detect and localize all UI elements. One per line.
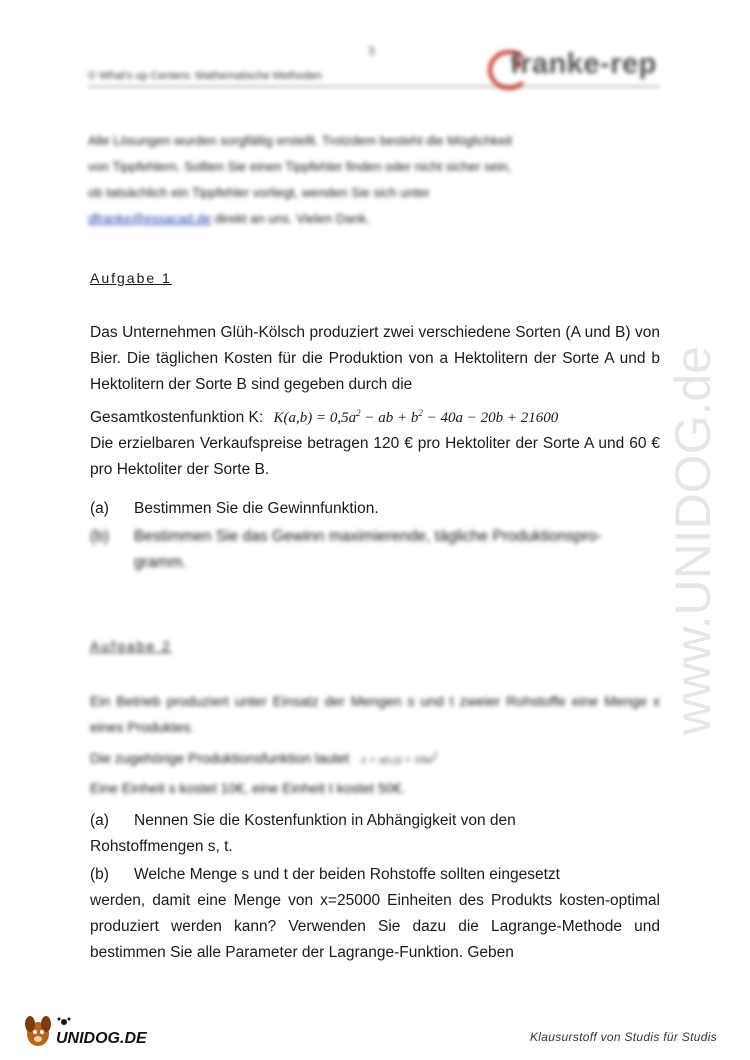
running-title: © What's up Centers: Mathematische Methoden: [88, 70, 322, 82]
task1-paragraph: [90, 320, 660, 483]
task2-heading: Aufgabe 2: [90, 638, 172, 654]
unit-cost-line: Eine Einheit s kostet 10€, eine Einheit t kostet 50€.: [90, 780, 406, 796]
item-text-continued: gramm.: [134, 554, 187, 571]
task1-intro-text: Das Unternehmen Glüh-Kölsch produziert zwei verschiedene Sorten (A und B) von Bier. Die täglichen Kosten für die Produktion von a Hektolitern der Sorte A und b Hektolitern der Sorte B sind gegeben durch die: [90, 324, 660, 393]
item-tag: (b): [90, 866, 109, 883]
svg-text:UNIDOG.DE: UNIDOG.DE: [56, 1030, 147, 1047]
dog-mascot-icon: [25, 1016, 51, 1046]
selling-price-text: Die erzielbaren Verkaufspreise betragen 120 € pro Hektoliter der Sorte A und 60 € pro Hektoliter der Sorte B.: [90, 435, 660, 478]
cost-function-formula: $K(a,b) = 0,5a^2$ − ab + $b^2 - 40a - 20b + 21600$: [273, 408, 559, 426]
cost-function-label: Gesamtkostenfunktion K:: [90, 409, 264, 426]
footer-tagline: Klausurstoff von Studis für Studis: [530, 1030, 717, 1044]
item-tag: (a): [90, 812, 109, 829]
unidog-watermark: [640, 270, 750, 740]
task1-item-a: [90, 496, 660, 522]
task2-item-b: [90, 862, 660, 966]
svg-text:www.UNIDOG.de: www.UNIDOG.de: [665, 346, 721, 735]
task1-heading: Aufgabe 1: [90, 270, 172, 286]
page-number: 3: [368, 44, 375, 58]
intro-paragraph: [88, 128, 660, 232]
item-text: Nennen Sie die Kostenfunktion in Abhängigkeit von den: [134, 812, 516, 829]
email-link[interactable]: dfranke@essacad.de: [88, 211, 212, 226]
task2-paragraph: Ein Betrieb produziert unter Einsatz der Mengen s und t zweier Rohstoffe eine Menge x eines Produktes.: [90, 693, 660, 735]
cost-function-line: [90, 400, 660, 431]
task2-item-a: [90, 808, 660, 860]
item-text: Bestimmen Sie die Gewinnfunktion.: [134, 500, 379, 517]
intro-line: von Tippfehlern. Sollten Sie einen Tippfehler finden oder nicht sicher sein,: [88, 159, 512, 174]
intro-line: ob tatsächlich ein Tippfehler vorliegt, wenden Sie sich unter: [88, 185, 430, 200]
item-text-continued: werden, damit eine Menge von x=25000 Einheiten des Produkts kosten-optimal produziert werden kann? Verwenden Sie dazu die Lagrange-Methode und bestimmen Sie alle Parameter der Lagrange-Funktion. Geben: [90, 892, 660, 961]
production-function-formula: $x = x(s,t) = 10st^2$: [361, 750, 437, 766]
intro-line-rest: direkt an uns. Vielen Dank.: [211, 211, 370, 226]
item-text: Bestimmen Sie das Gewinn maximierende, tägliche Produktionspro-: [134, 528, 602, 545]
paw-icon: [58, 1018, 71, 1026]
item-tag: (b): [90, 528, 109, 545]
unidog-logo: [22, 1010, 162, 1050]
intro-line: Alle Lösungen wurden sorgfältig erstellt. Trotzdem besteht die Möglichkeit: [88, 133, 513, 148]
header-divider: [88, 86, 660, 87]
task1-item-b: [90, 524, 660, 576]
production-function-label: Die zugehörige Produktionsfunktion lautet: [90, 750, 350, 766]
intro-line: [88, 206, 660, 232]
production-function-line: [90, 750, 660, 766]
franke-rep-logo: franke-rep: [510, 48, 657, 80]
item-text: Welche Menge s und t der beiden Rohstoffe sollten eingesetzt: [134, 866, 560, 883]
item-tag: (a): [90, 500, 109, 517]
item-text-continued: Rohstoffmengen s, t.: [90, 838, 233, 855]
